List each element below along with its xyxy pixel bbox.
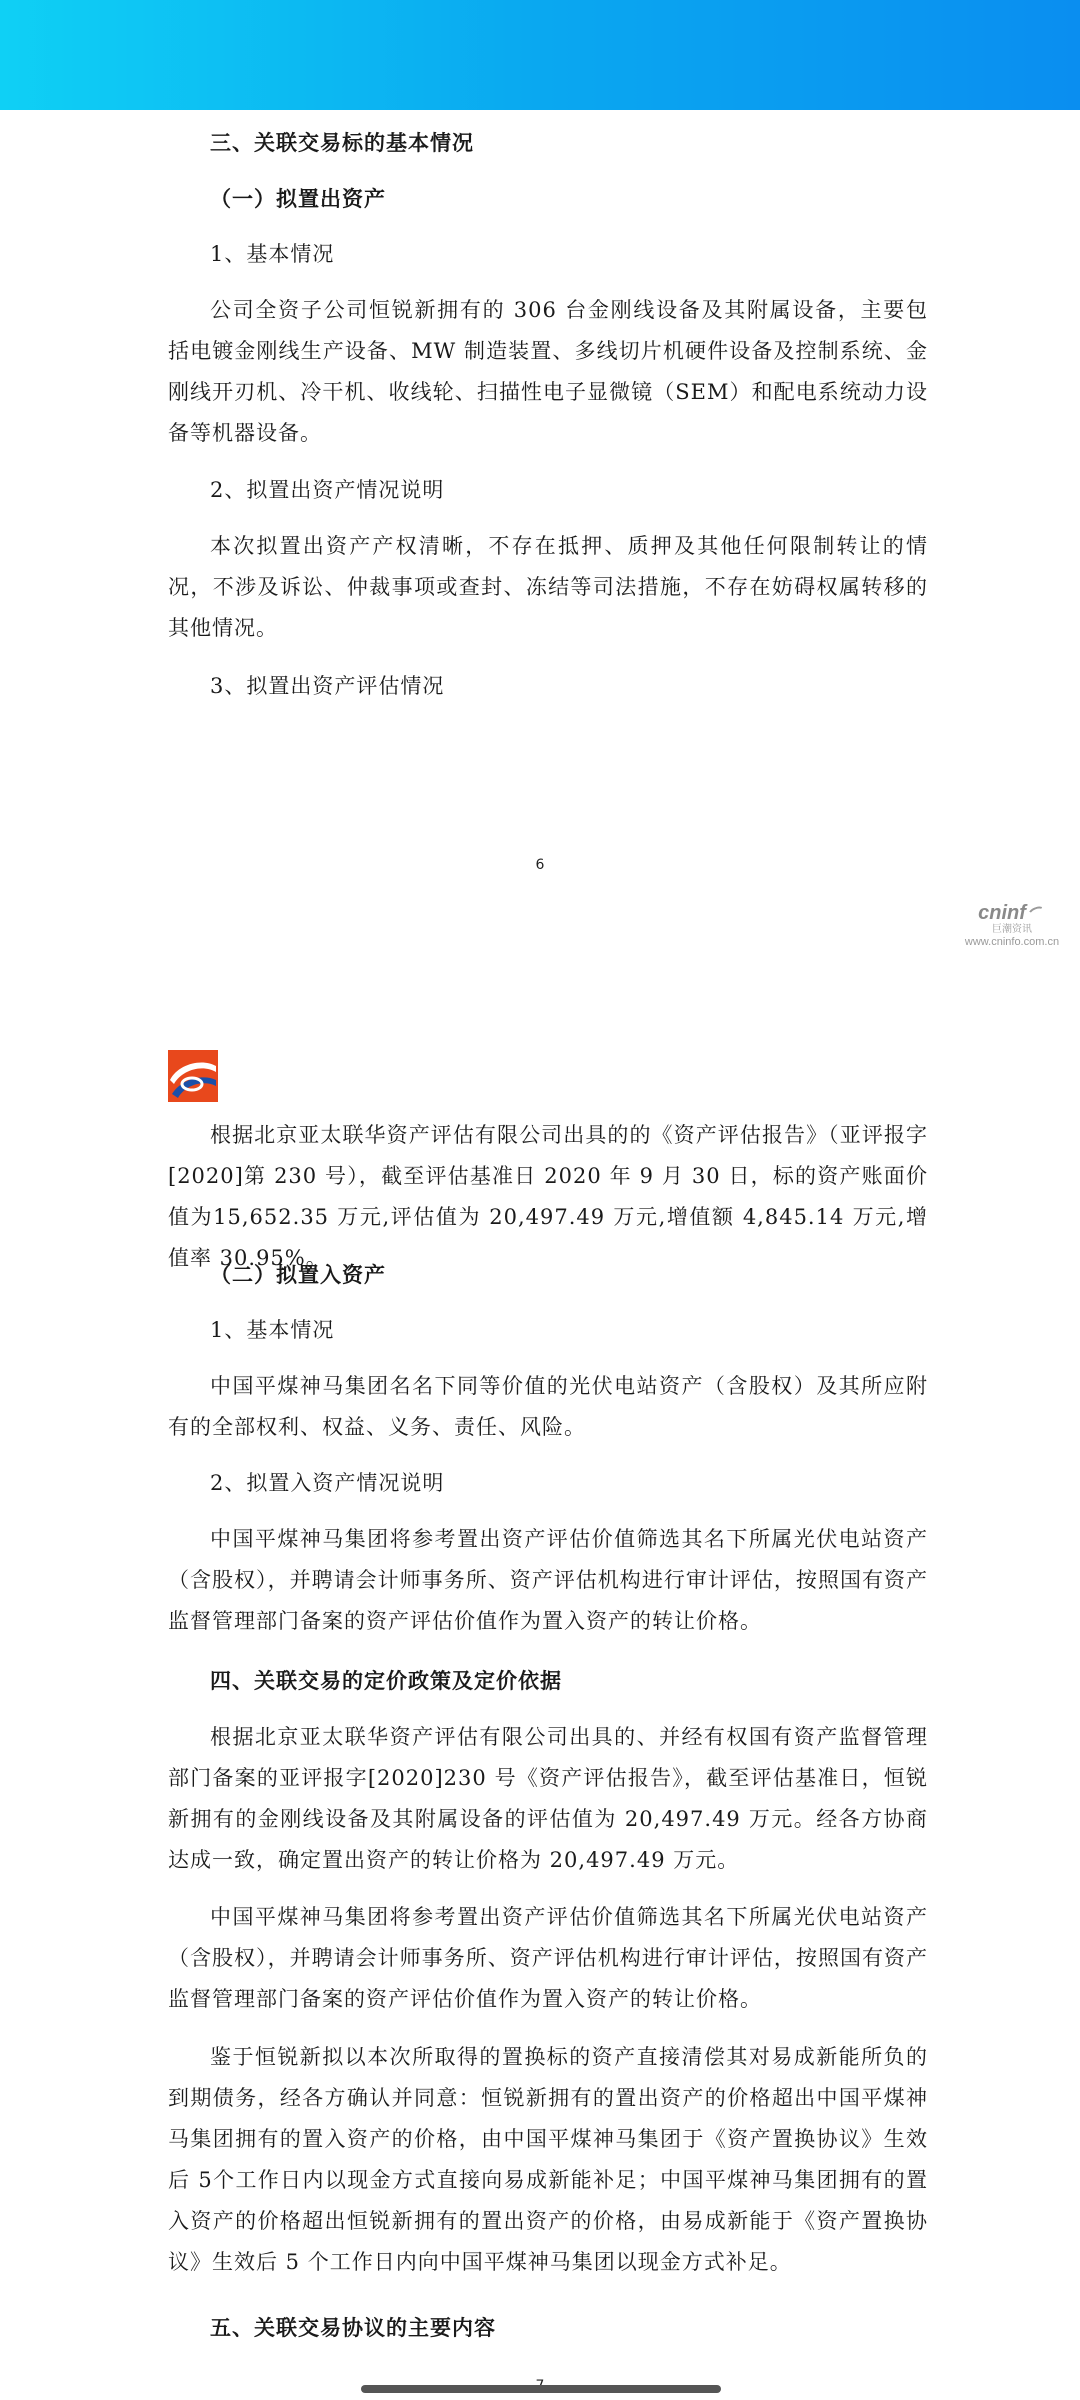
item-heading-assets-in-basic-info: 1、基本情况 (210, 1318, 335, 1342)
paragraph-assets-in-description: 中国平煤神马集团将参考置出资产评估价值筛选其名下所属光伏电站资产（含股权），并聘请会计师事务所、资产评估机构进行审计评估，按照国有资产监督管理部门备案的资产评估价值作为置入资产的转让价格。 (168, 1527, 928, 1633)
page-number: 6 (535, 857, 545, 873)
cninfo-subtitle: 巨潮资讯 (992, 924, 1032, 935)
item-heading-assets-out-description: 2、拟置出资产情况说明 (210, 478, 445, 502)
subsection-heading-assets-out: （一）拟置出资产 (210, 186, 386, 211)
item-heading-basic-info: 1、基本情况 (210, 242, 335, 266)
cninfo-watermark (952, 902, 1072, 949)
paragraph-settlement: 鉴于恒锐新拟以本次所取得的置换标的资产直接清偿其对易成新能所负的到期债务，经各方确认并同意：恒锐新拥有的置出资产的价格超出中国平煤神马集团拥有的置入资产的价格，由中国平煤神马集团于《资产置换协议》生效后 5个工作日内以现金方式直接向易成新能补足；中国平煤神马集团拥有的置入资产的价格超出恒锐新拥有的置出资产的价格，由易成新能于《资产置换协议》生效后 5 个工作日内向中国平煤神马集团以现金方式补足。 (168, 2045, 928, 2274)
section-heading-4: 四、关联交易的定价政策及定价依据 (210, 1668, 562, 1693)
company-logo-icon (168, 1050, 218, 1102)
item-heading-assets-out-appraisal: 3、拟置出资产评估情况 (210, 674, 445, 698)
paragraph-appraisal-result: 根据北京亚太联华资产评估有限公司出具的的《资产评估报告》（亚评报字[2020]第 230 号），截至评估基准日 2020 年 9 月 30 日，标的资产账面价值为15,652.35 万元,评估值为 20,497.49 万元,增值额 4,845.14 万元,增值率 30.95%。 (168, 1123, 928, 1270)
paragraph-assets-in-basic-info: 中国平煤神马集团名名下同等价值的光伏电站资产（含股权）及其所应附有的全部权利、权益、义务、责任、风险。 (168, 1374, 928, 1439)
cninfo-url: www.cninfo.com.cn (964, 936, 1060, 948)
home-indicator[interactable] (361, 2385, 721, 2393)
item-heading-assets-in-description: 2、拟置入资产情况说明 (210, 1471, 445, 1495)
paragraph-pricing-basis: 根据北京亚太联华资产评估有限公司出具的、并经有权国有资产监督管理部门备案的亚评报字[2020]230 号《资产评估报告》，截至评估基准日，恒锐新拥有的金刚线设备及其附属设备的评估值为 20,497.49 万元。经各方协商达成一致，确定置出资产的转让价格为 20,497.49 万元。 (168, 1725, 928, 1872)
paragraph-assets-in-pricing: 中国平煤神马集团将参考置出资产评估价值筛选其名下所属光伏电站资产（含股权），并聘请会计师事务所、资产评估机构进行审计评估，按照国有资产监督管理部门备案的资产评估价值作为置入资产的转让价格。 (168, 1905, 928, 2011)
status-bar (0, 0, 1080, 110)
section-heading-3: 三、关联交易标的基本情况 (210, 130, 474, 155)
subsection-heading-assets-in: （二）拟置入资产 (210, 1262, 386, 1287)
cninfo-logo: cninf (952, 902, 1072, 924)
paragraph-assets-out-description: 本次拟置出资产产权清晰，不存在抵押、质押及其他任何限制转让的情况，不涉及诉讼、仲裁事项或查封、冻结等司法措施，不存在妨碍权属转移的其他情况。 (168, 534, 928, 640)
section-heading-5: 五、关联交易协议的主要内容 (210, 2315, 496, 2340)
paragraph-basic-info: 公司全资子公司恒锐新拥有的 306 台金刚线设备及其附属设备，主要包括电镀金刚线生产设备、MW 制造装置、多线切片机硬件设备及控制系统、金刚线开刃机、冷干机、收线轮、扫描性电子显微镜（SEM）和配电系统动力设备等机器设备。 (168, 298, 928, 445)
